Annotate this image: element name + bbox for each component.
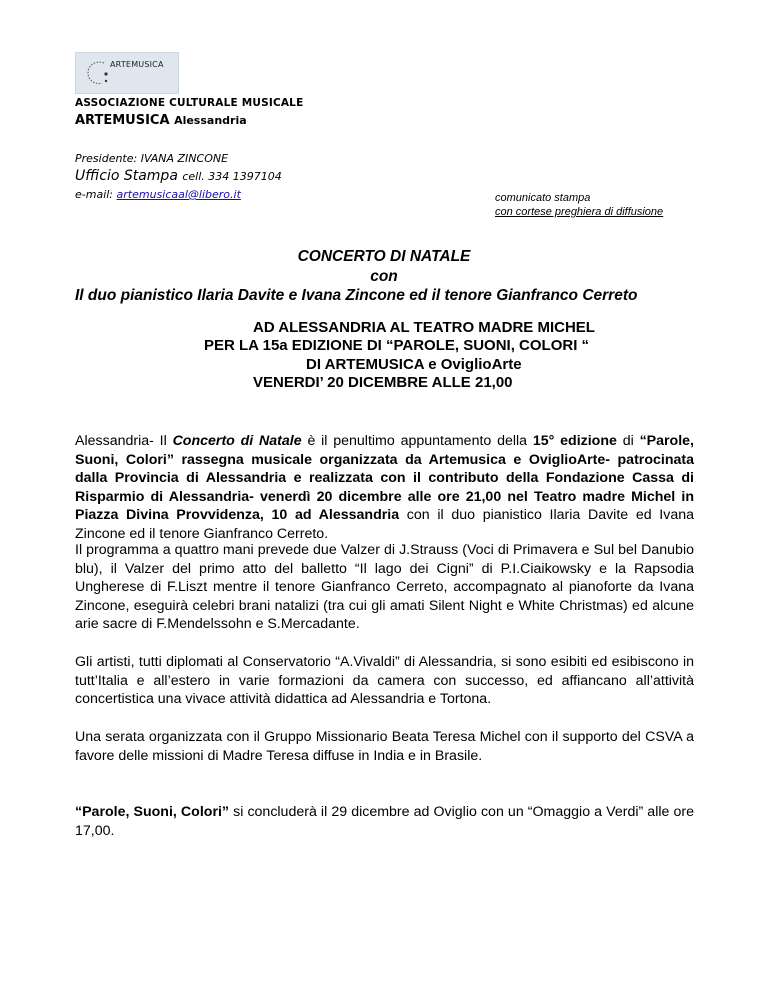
p1-bold-details: “Parole, Suoni, Colori” rassegna musicale organizzata da Artemusica e OviglioArte- patrocinata dalla Provincia di Alessandria e realizzata con il contributo della Fondazione Cassa di Risparmio di Alessandria- venerdì 20 dicembre alle ore 21,00 nel Teatro madre Michel in Piazza Divina Provvidenza, 10 ad Alessandria — [75, 433, 694, 523]
press-release-note — [495, 191, 663, 219]
org-city: Alessandria — [174, 114, 247, 127]
title-line-2: con — [370, 268, 398, 285]
p5-text: si concluderà il 29 dicembre ad Oviglio con un “Omaggio a Verdi” alle ore 17,00. — [75, 804, 694, 839]
paragraph-2: Il programma a quattro mani prevede due Valzer di J.Strauss (Voci di Primavera e Sul bel Danubio blu), il Valzer del primo atto del balletto “Il lago dei Cigni” di P.I.Ciaikowsky e la Rapsodia Ungherese di F.Liszt mentre il tenore Gianfranco Cerreto, accompagnato al pianoforte da Ivana Zincone, eseguirà celebri brani natalizi (tra cui gli amati Silent Night e White Christmas) ed alcune arie sacre di F.Mendelssohn e S.Mercadante. — [75, 542, 694, 632]
p5-festival-name: “Parole, Suoni, Colori” — [75, 804, 230, 820]
paragraph-4: Una serata organizzata con il Gruppo Missionario Beata Teresa Michel con il supporto del CSVA a favore delle missioni di Madre Teresa diffuse in India e in Brasile. — [75, 729, 694, 764]
email-label: e-mail: — [75, 188, 117, 201]
org-name: ARTEMUSICA — [75, 113, 170, 128]
subtitle-line-3: DI ARTEMUSICA e OviglioArte — [306, 356, 522, 373]
treble-clef-icon — [82, 57, 112, 91]
paragraph-3: Gli artisti, tutti diplomati al Conservatorio “A.Vivaldi” di Alessandria, si sono esibiti ed esibiscono in tutt’Italia e all’estero in varie formazioni da camera con successo, ed affiancano all’attività concertistica una vivace attività didattica ad Alessandria e Tortona. — [75, 654, 694, 707]
subtitle-line-1: AD ALESSANDRIA AL TEATRO MADRE MICHEL — [253, 319, 595, 336]
email-line — [75, 188, 241, 201]
p1-text-a: Alessandria- Il — [75, 433, 173, 449]
org-name-line — [75, 113, 247, 128]
press-office-line — [75, 168, 282, 184]
paragraph-1 — [75, 432, 694, 543]
subtitle-line-4: VENERDI’ 20 DICEMBRE ALLE 21,00 — [253, 374, 513, 391]
subtitle-line-2: PER LA 15a EDIZIONE DI “PAROLE, SUONI, COLORI “ — [204, 337, 590, 354]
press-office: Ufficio Stampa — [75, 168, 178, 184]
org-type: ASSOCIAZIONE CULTURALE MUSICALE — [75, 97, 304, 109]
cell-number: cell. 334 1397104 — [182, 170, 282, 183]
press-release-label: comunicato stampa — [495, 192, 591, 204]
email-link[interactable]: artemusicaal@libero.it — [116, 188, 241, 201]
title-line-1: CONCERTO DI NATALE — [297, 248, 471, 265]
paragraph-5 — [75, 803, 694, 840]
artemusica-logo — [75, 52, 179, 94]
title-line-3: Il duo pianistico Ilaria Davite e Ivana Zincone ed il tenore Gianfranco Cerreto — [75, 287, 638, 304]
p1-concert-name: Concerto di Natale — [172, 433, 302, 449]
p1-edition: 15° edizione — [532, 433, 617, 449]
president: Presidente: IVANA ZINCONE — [75, 152, 229, 165]
p1-text-g: con il duo pianistico Ilaria Davite ed Ivana Zincone ed il tenore Gianfranco Cerreto. — [75, 507, 695, 542]
p1-text-c: è il penultimo appuntamento della — [301, 433, 533, 449]
p1-text-e: di — [616, 433, 640, 449]
diffusion-request: con cortese preghiera di diffusione — [495, 206, 664, 218]
logo-text: ARTEMUSICA — [110, 60, 164, 69]
